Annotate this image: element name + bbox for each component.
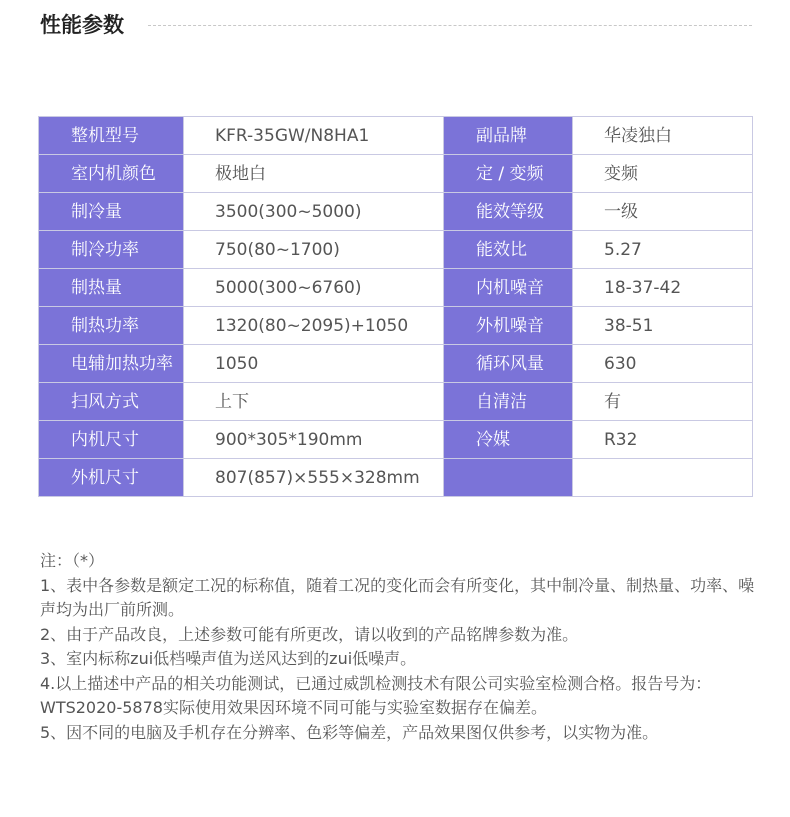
spec-value: 1050 bbox=[184, 345, 444, 383]
spec-label: 室内机颜色 bbox=[39, 155, 184, 193]
spec-value: 一级 bbox=[573, 193, 753, 231]
note-item: 2、由于产品改良，上述参数可能有所更改，请以收到的产品铭牌参数为准。 bbox=[40, 624, 579, 644]
spec-table bbox=[38, 116, 753, 497]
spec-label: 内机噪音 bbox=[444, 269, 573, 307]
spec-label: 整机型号 bbox=[39, 117, 184, 155]
spec-value-empty bbox=[573, 459, 753, 497]
spec-label: 循环风量 bbox=[444, 345, 573, 383]
spec-label: 自清洁 bbox=[444, 383, 573, 421]
spec-value: 有 bbox=[573, 383, 753, 421]
spec-value: 5000(300~6760) bbox=[184, 269, 444, 307]
spec-value: 750(80~1700) bbox=[184, 231, 444, 269]
spec-label: 冷媒 bbox=[444, 421, 573, 459]
table-row bbox=[39, 459, 753, 497]
notes-section bbox=[40, 549, 756, 745]
spec-value: 18-37-42 bbox=[573, 269, 753, 307]
spec-label: 扫风方式 bbox=[39, 383, 184, 421]
table-row bbox=[39, 231, 753, 269]
spec-label-empty bbox=[444, 459, 573, 497]
spec-label: 制冷量 bbox=[39, 193, 184, 231]
spec-label: 外机尺寸 bbox=[39, 459, 184, 497]
spec-value: 华凌独白 bbox=[573, 117, 753, 155]
section-header bbox=[40, 10, 752, 42]
table-row bbox=[39, 193, 753, 231]
note-item: 5、因不同的电脑及手机存在分辨率、色彩等偏差，产品效果图仅供参考，以实物为准。 bbox=[40, 722, 659, 742]
spec-label: 外机噪音 bbox=[444, 307, 573, 345]
note-item: 4.以上描述中产品的相关功能测试，已通过威凯检测技术有限公司实验室检测合格。报告号为：WTS2020-5878实际使用效果因环境不同可能与实验室数据存在偏差。 bbox=[40, 673, 712, 717]
title-divider bbox=[148, 25, 752, 26]
spec-value: 极地白 bbox=[184, 155, 444, 193]
table-row bbox=[39, 345, 753, 383]
spec-value: KFR-35GW/N8HA1 bbox=[184, 117, 444, 155]
note-item: 1、表中各参数是额定工况的标称值，随着工况的变化而会有所变化，其中制冷量、制热量、功率、噪声均为出厂前所测。 bbox=[40, 575, 755, 619]
table-row bbox=[39, 269, 753, 307]
spec-label: 能效等级 bbox=[444, 193, 573, 231]
spec-value: 5.27 bbox=[573, 231, 753, 269]
spec-value: 3500(300~5000) bbox=[184, 193, 444, 231]
spec-label: 内机尺寸 bbox=[39, 421, 184, 459]
spec-value: 38-51 bbox=[573, 307, 753, 345]
page-title: 性能参数 bbox=[40, 13, 124, 37]
spec-value: 上下 bbox=[184, 383, 444, 421]
spec-value: 630 bbox=[573, 345, 753, 383]
table-row bbox=[39, 155, 753, 193]
spec-value: 1320(80~2095)+1050 bbox=[184, 307, 444, 345]
note-item: 3、室内标称zui低档噪声值为送风达到的zui低噪声。 bbox=[40, 649, 417, 668]
spec-label: 能效比 bbox=[444, 231, 573, 269]
spec-label: 制热量 bbox=[39, 269, 184, 307]
spec-value: 900*305*190mm bbox=[184, 421, 444, 459]
notes-heading: 注：（*） bbox=[40, 551, 105, 570]
spec-label: 制热功率 bbox=[39, 307, 184, 345]
spec-value: 变频 bbox=[573, 155, 753, 193]
spec-value: R32 bbox=[573, 421, 753, 459]
spec-label: 电辅加热功率 bbox=[39, 345, 184, 383]
table-row bbox=[39, 383, 753, 421]
spec-value: 807(857)×555×328mm bbox=[184, 459, 444, 497]
table-row bbox=[39, 421, 753, 459]
spec-label: 定 / 变频 bbox=[444, 155, 573, 193]
table-row bbox=[39, 117, 753, 155]
spec-label: 制冷功率 bbox=[39, 231, 184, 269]
table-row bbox=[39, 307, 753, 345]
spec-label: 副品牌 bbox=[444, 117, 573, 155]
